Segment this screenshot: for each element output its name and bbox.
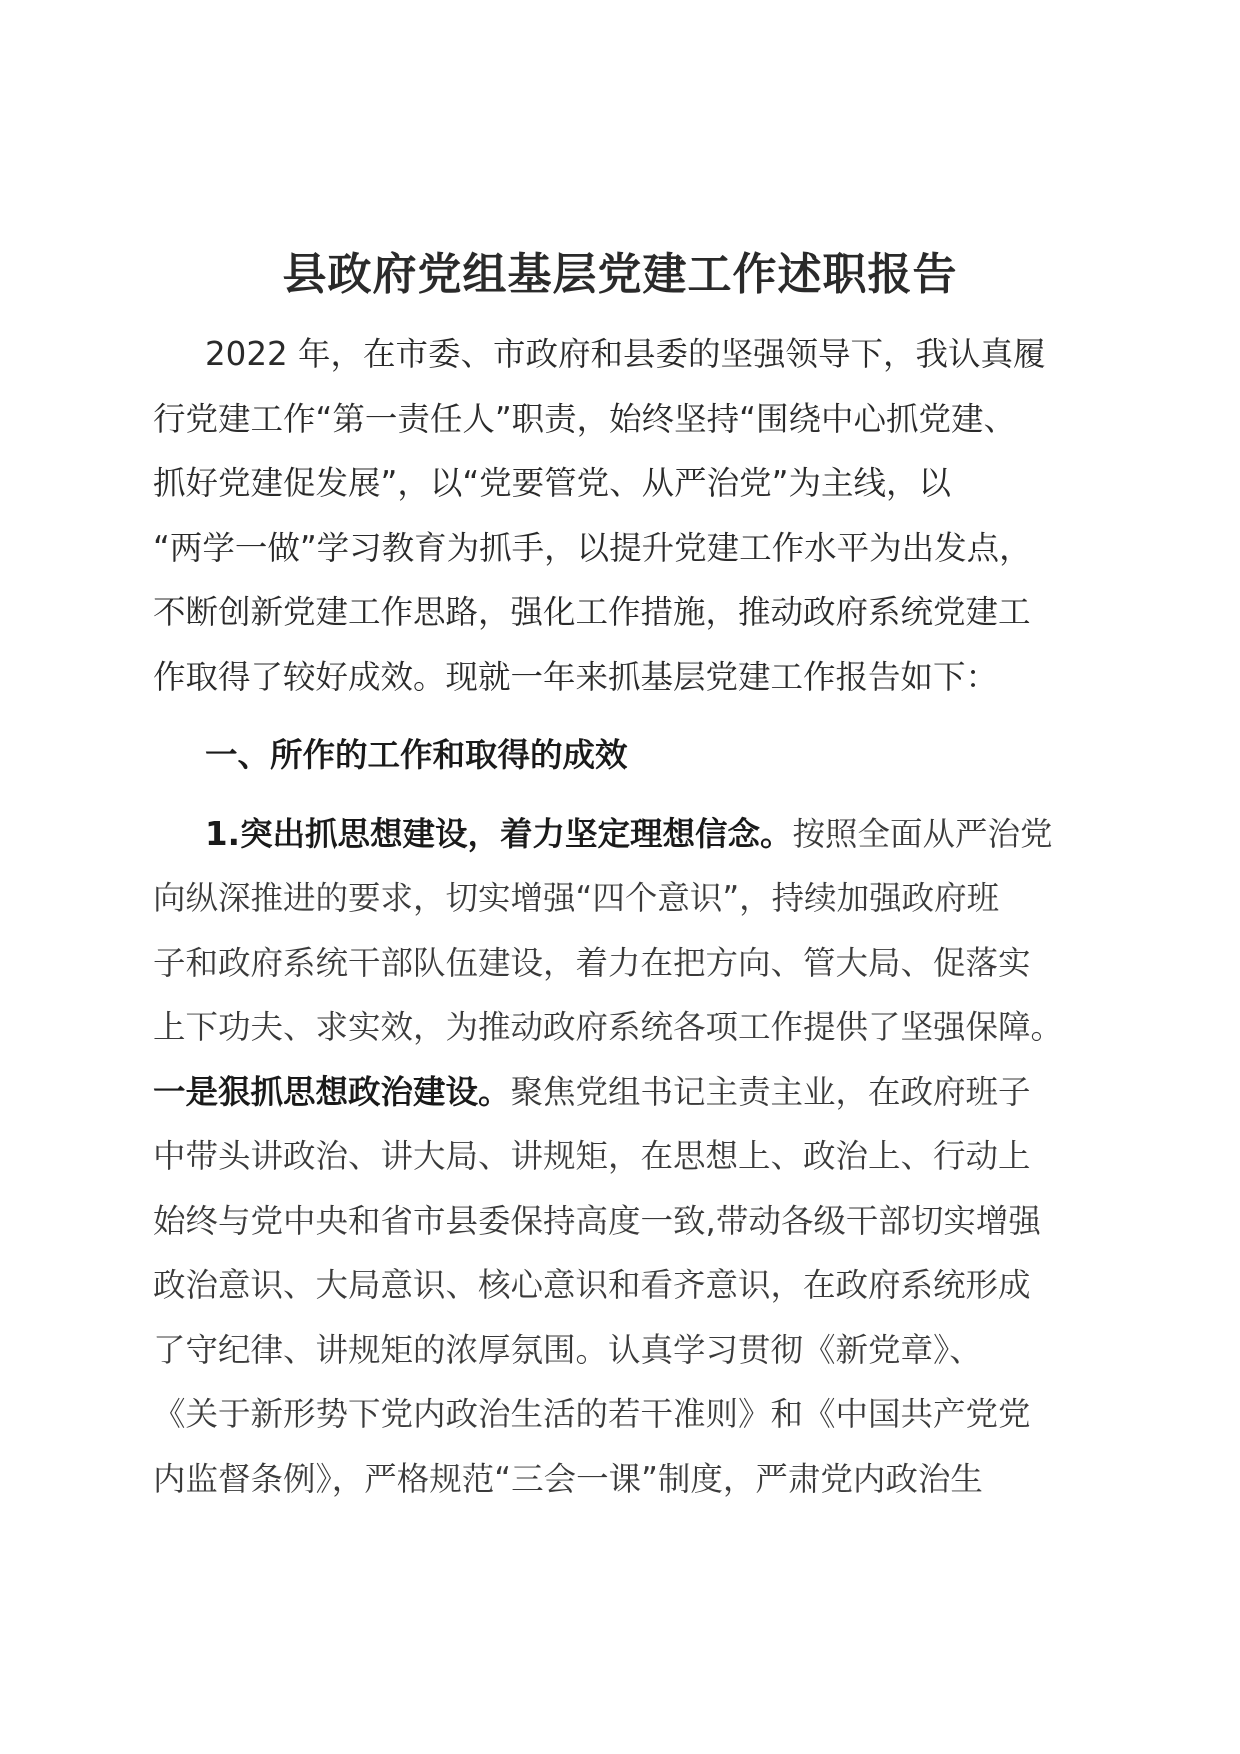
intro-line-5: 不断创新党建工作思路，强化工作措施，推动政府系统党建工 <box>153 593 1031 631</box>
paragraph-gap <box>153 788 1093 802</box>
point-line-6: 内监督条例》，严格规范“三会一课”制度，严肃党内政治生 <box>153 1459 983 1498</box>
point-line-4: 了守纪律、讲规矩的浓厚氛围。认真学习贯彻《新党章》、 <box>153 1330 982 1369</box>
point-line-3: 政治意识、大局意识、核心意识和看齐意识，在政府系统形成 <box>153 1266 1031 1304</box>
document-title: 县政府党组基层党建工作述职报告 <box>282 249 958 300</box>
sub-first-line-rest: 按照全面从严治党 <box>792 814 1053 853</box>
sub-heading: 1.突出抓思想建设，着力坚定理想信念。 <box>205 814 793 853</box>
intro-line-3: 抓好党建促发展”，以“党要管党、从严治党”为主线，以 <box>153 464 952 502</box>
point-line-1: 中带头讲政治、讲大局、讲规矩，在思想上、政治上、行动上 <box>153 1137 1031 1175</box>
point-line-2: 始终与党中央和省市县委保持高度一致,带动各级干部切实增强 <box>153 1201 1041 1240</box>
point-heading-line <box>153 1060 1093 1125</box>
sub-line-1: 向纵深推进的要求，切实增强“四个意识”，持续加强政府班 <box>153 879 1000 917</box>
sub-line-3: 上下功夫、求实效，为推动政府系统各项工作提供了坚强保障。 <box>153 1008 1064 1046</box>
intro-line-2: 行党建工作“第一责任人”职责，始终坚持“围绕中心抓党建、 <box>153 399 1017 438</box>
document-body <box>153 322 1093 1511</box>
point-line-5: 《关于新形势下党内政治生活的若干准则》和《中国共产党党 <box>153 1395 1031 1433</box>
sub-heading-line <box>153 802 1093 867</box>
point-heading: 一是狠抓思想政治建设。 <box>153 1072 511 1111</box>
intro-line-6: 作取得了较好成效。现就一年来抓基层党建工作报告如下： <box>153 657 999 696</box>
intro-line-4: “两学一做”学习教育为抓手，以提升党建工作水平为出发点， <box>153 528 1032 567</box>
intro-line-1: 2022 年，在市委、市政府和县委的坚强领导下，我认真履 <box>205 335 1046 373</box>
section-heading: 一、所作的工作和取得的成效 <box>205 736 628 774</box>
paragraph-gap <box>153 709 1093 723</box>
point-first-line-rest: 聚焦党组书记主责主业，在政府班子 <box>510 1072 1031 1111</box>
sub-line-2: 子和政府系统干部队伍建设，着力在把方向、管大局、促落实 <box>153 943 1031 982</box>
